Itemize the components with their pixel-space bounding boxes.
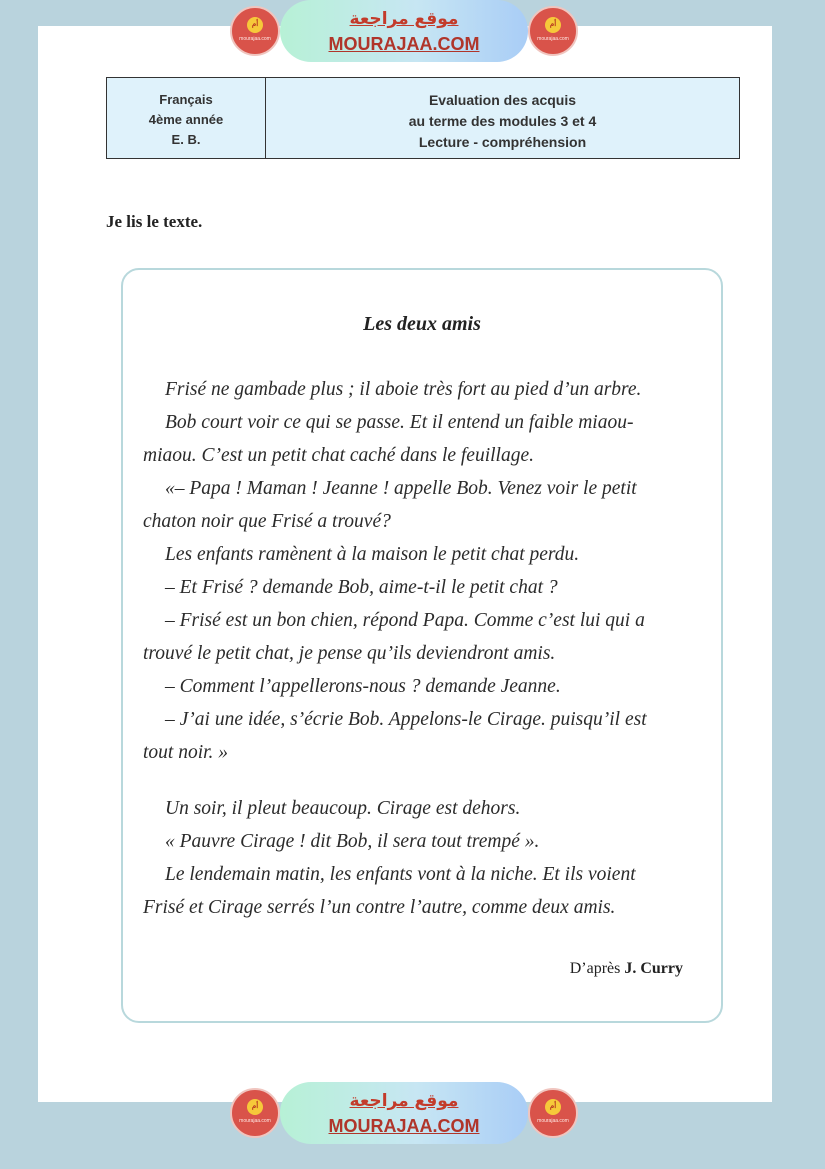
reading-text-box xyxy=(121,268,723,1023)
watermark-banner-bottom[interactable] xyxy=(230,1082,578,1142)
story-title: Les deux amis xyxy=(363,313,481,335)
site-name-arabic[interactable]: موقع مراجعة xyxy=(349,9,459,29)
story-line: – Frisé est un bon chien, répond Papa. Comme c’est lui qui a xyxy=(165,610,645,631)
site-logo-icon: أم mourajaa.com xyxy=(230,1088,280,1138)
exam-section: Lecture - compréhension xyxy=(418,134,587,150)
site-logo-icon: أم mourajaa.com xyxy=(528,6,578,56)
site-url[interactable]: MOURAJAA.COM xyxy=(328,1116,480,1136)
site-logo-icon: أم mourajaa.com xyxy=(230,6,280,56)
story-line: miaou. C’est un petit chat caché dans le feuillage. xyxy=(143,445,534,466)
exam-header-table xyxy=(106,77,740,159)
story-line: chaton noir que Frisé a trouvé? xyxy=(143,511,391,532)
subject: Français xyxy=(159,92,213,107)
paragraph-gap xyxy=(143,769,703,792)
site-link[interactable] xyxy=(280,1082,528,1144)
story-source xyxy=(570,960,683,978)
story-body xyxy=(143,373,703,924)
story-line: – Comment l’appellerons-nous ? demande Jeanne. xyxy=(165,676,561,697)
story-line: Les enfants ramènent à la maison le petit chat perdu. xyxy=(165,544,580,565)
exam-title: Evaluation des acquis xyxy=(428,92,577,108)
badge-text: mourajaa.com xyxy=(537,1118,569,1124)
site-url[interactable]: MOURAJAA.COM xyxy=(328,34,480,54)
badge-text: mourajaa.com xyxy=(239,36,271,42)
source-author: J. Curry xyxy=(624,960,683,977)
watermark-banner-top[interactable] xyxy=(230,0,578,60)
story-line: – J’ai une idée, s’écrie Bob. Appelons-le Cirage. puisqu’il est xyxy=(165,709,647,730)
story-line: Le lendemain matin, les enfants vont à la niche. Et ils voient xyxy=(165,864,636,885)
story-line: «– Papa ! Maman ! Jeanne ! appelle Bob. Venez voir le petit xyxy=(165,478,637,499)
story-line: tout noir. » xyxy=(143,742,229,763)
exam-modules: au terme des modules 3 et 4 xyxy=(408,113,597,129)
site-logo-icon: أم mourajaa.com xyxy=(528,1088,578,1138)
story-line: trouvé le petit chat, je pense qu’ils deviendront amis. xyxy=(143,643,556,664)
source-prefix: D’après xyxy=(569,960,621,977)
story-line: Bob court voir ce qui se passe. Et il entend un faible miaou- xyxy=(165,412,634,433)
story-line: Frisé et Cirage serrés l’un contre l’autre, comme deux amis. xyxy=(143,897,616,918)
badge-text: mourajaa.com xyxy=(537,36,569,42)
header-title-cell xyxy=(266,78,739,158)
instruction-text: Je lis le texte. xyxy=(106,212,203,231)
story-line: Un soir, il pleut beaucoup. Cirage est dehors. xyxy=(165,798,521,819)
badge-text: mourajaa.com xyxy=(239,1118,271,1124)
story-line: Frisé ne gambade plus ; il aboie très fort au pied d’un arbre. xyxy=(165,379,642,400)
header-subject-cell xyxy=(107,78,266,158)
story-line: « Pauvre Cirage ! dit Bob, il sera tout trempé ». xyxy=(165,831,540,852)
grade-level: 4ème année xyxy=(148,112,224,127)
school-level: E. B. xyxy=(171,132,201,147)
site-link[interactable] xyxy=(280,0,528,62)
site-name-arabic[interactable]: موقع مراجعة xyxy=(349,1091,459,1111)
story-line: – Et Frisé ? demande Bob, aime-t-il le petit chat ? xyxy=(165,577,558,598)
